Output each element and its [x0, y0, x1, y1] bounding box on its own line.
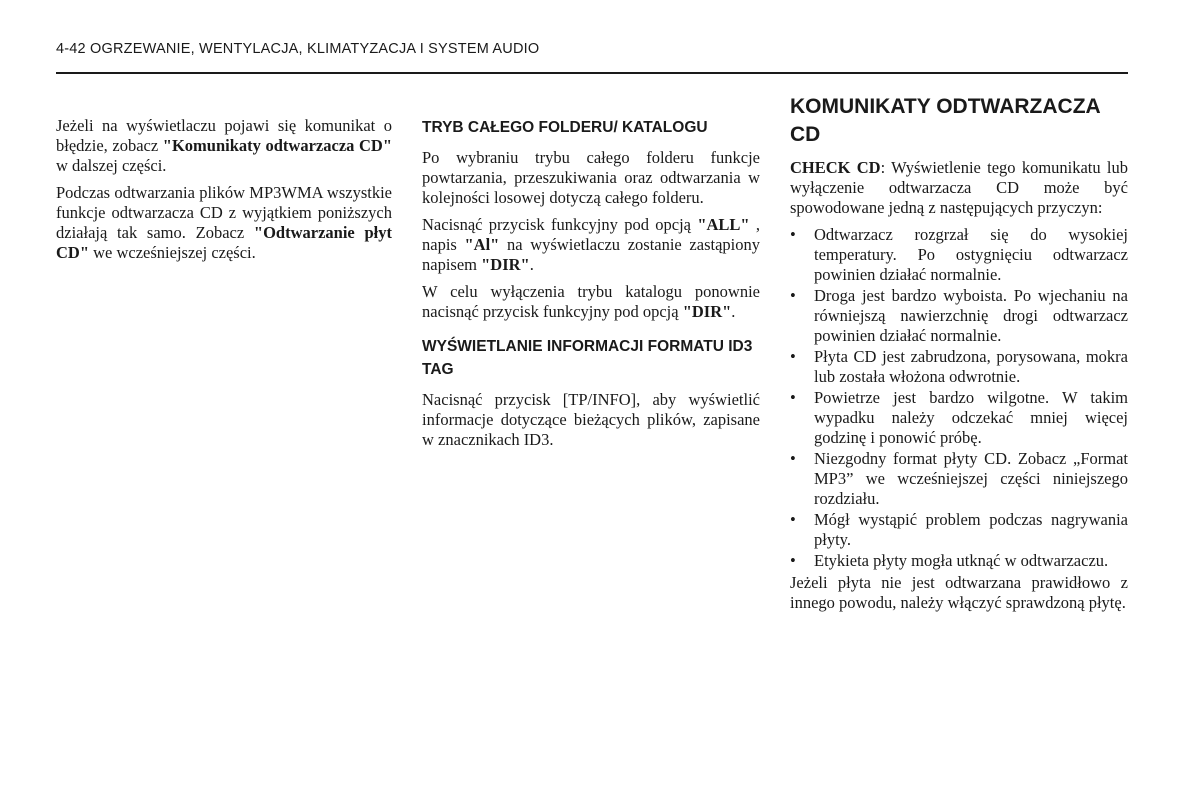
paragraph-disable-folder: [422, 282, 760, 322]
text: Nacisnąć przycisk funkcyjny pod opcją: [422, 215, 698, 234]
label-al: "Al": [464, 235, 500, 254]
paragraph-id3-info: Nacisnąć przycisk [TP/INFO], aby wyświetlić informacje dotyczące bieżących plików, zapisane w znacznikach ID3.: [422, 390, 760, 449]
reference-cd-playback: "Odtwarzanie płyt CD": [56, 223, 392, 262]
paragraph-all-button: [422, 215, 760, 275]
text: W celu wyłączenia trybu katalogu ponownie nacisnąć przycisk funkcyjny pod opcją: [422, 282, 760, 321]
paragraph-error-message: [56, 116, 392, 176]
reference-cd-messages: "Komunikaty odtwarzacza CD": [162, 136, 392, 155]
list-item-text: Mógł wystąpić problem podczas nagrywania płyty.: [814, 510, 1128, 549]
text: we wcześniejszej części.: [89, 243, 256, 262]
list-item-text: Odtwarzacz rozgrzał się do wysokiej temperatury. Po ostygnięciu odtwarzacz powinien działać normalnie.: [814, 225, 1128, 284]
text: Jeżeli na wyświetlaczu pojawi się komunikat o błędzie, zobacz: [56, 116, 392, 155]
column-right: [790, 93, 1128, 620]
column-left: [56, 116, 392, 270]
bullet-icon: •: [790, 388, 796, 407]
label-dir: "DIR": [682, 302, 732, 321]
text: .: [529, 255, 534, 274]
list-item: [790, 449, 1128, 509]
bullet-icon: •: [790, 225, 796, 244]
list-item-text: Droga jest bardzo wyboista. Po wjechaniu na równiejszą nawierzchnię drogi odtwarzacz powinien działać normalnie.: [814, 286, 1128, 345]
text: , napis: [422, 215, 760, 254]
list-item: [790, 286, 1128, 346]
paragraph-mp3-playback: [56, 183, 392, 263]
paragraph-folder-mode: Po wybraniu trybu całego folderu funkcje powtarzania, przeszukiwania oraz odtwarzania w kolejności losowej dotyczą całego folderu.: [422, 148, 760, 207]
bullet-icon: •: [790, 551, 796, 570]
bullet-icon: •: [790, 286, 796, 305]
heading-folder-mode: TRYB CAŁEGO FOLDERU/ KATALOGU: [422, 119, 708, 136]
heading-cd-messages: KOMUNIKATY ODTWARZACZA CD: [790, 95, 1100, 146]
text: .: [731, 302, 736, 321]
page-header: 4-42 OGRZEWANIE, WENTYLACJA, KLIMATYZACJA I SYSTEM AUDIO: [56, 41, 540, 57]
text: w dalszej części.: [56, 156, 167, 175]
text: Podczas odtwarzania plików MP3WMA wszystkie funkcje odtwarzacza CD z wyjątkiem poniższych działają tak samo. Zobacz: [56, 183, 392, 242]
header-rule: [56, 72, 1128, 74]
paragraph-outro: Jeżeli płyta nie jest odtwarzana prawidłowo z innego powodu, należy włączyć sprawdzoną płytę.: [790, 573, 1128, 612]
label-dir: "DIR": [481, 255, 530, 274]
list-item: [790, 388, 1128, 448]
list-item: [790, 347, 1128, 387]
column-middle: [422, 116, 760, 457]
list-item: [790, 510, 1128, 550]
label-check-cd: CHECK CD: [790, 158, 881, 177]
list-item-text: Płyta CD jest zabrudzona, porysowana, mokra lub została włożona odwrotnie.: [814, 347, 1128, 386]
bullet-icon: •: [790, 510, 796, 529]
text: : Wyświetlenie tego komunikatu lub wyłączenie odtwarzacza CD może być spowodowane jedną z następujących przyczyn:: [790, 158, 1128, 217]
label-all: "ALL": [697, 215, 750, 234]
bullet-icon: •: [790, 449, 796, 468]
heading-id3-tag: WYŚWIETLANIE INFORMACJI FORMATU ID3 TAG: [422, 338, 753, 378]
cause-list: [790, 225, 1128, 571]
list-item-text: Powietrze jest bardzo wilgotne. W takim wypadku należy odczekać mniej więcej godzinę i ponowić próbę.: [814, 388, 1128, 447]
list-item: [790, 551, 1128, 571]
list-item-text: Niezgodny format płyty CD. Zobacz „Format MP3” we wcześniejszej części niniejszego rozdziału.: [814, 449, 1128, 508]
list-item-text: Etykieta płyty mogła utknąć w odtwarzaczu.: [814, 551, 1109, 570]
paragraph-check-cd: [790, 158, 1128, 218]
bullet-icon: •: [790, 347, 796, 366]
text: na wyświetlaczu zostanie zastąpiony napisem: [422, 235, 760, 274]
list-item: [790, 225, 1128, 285]
